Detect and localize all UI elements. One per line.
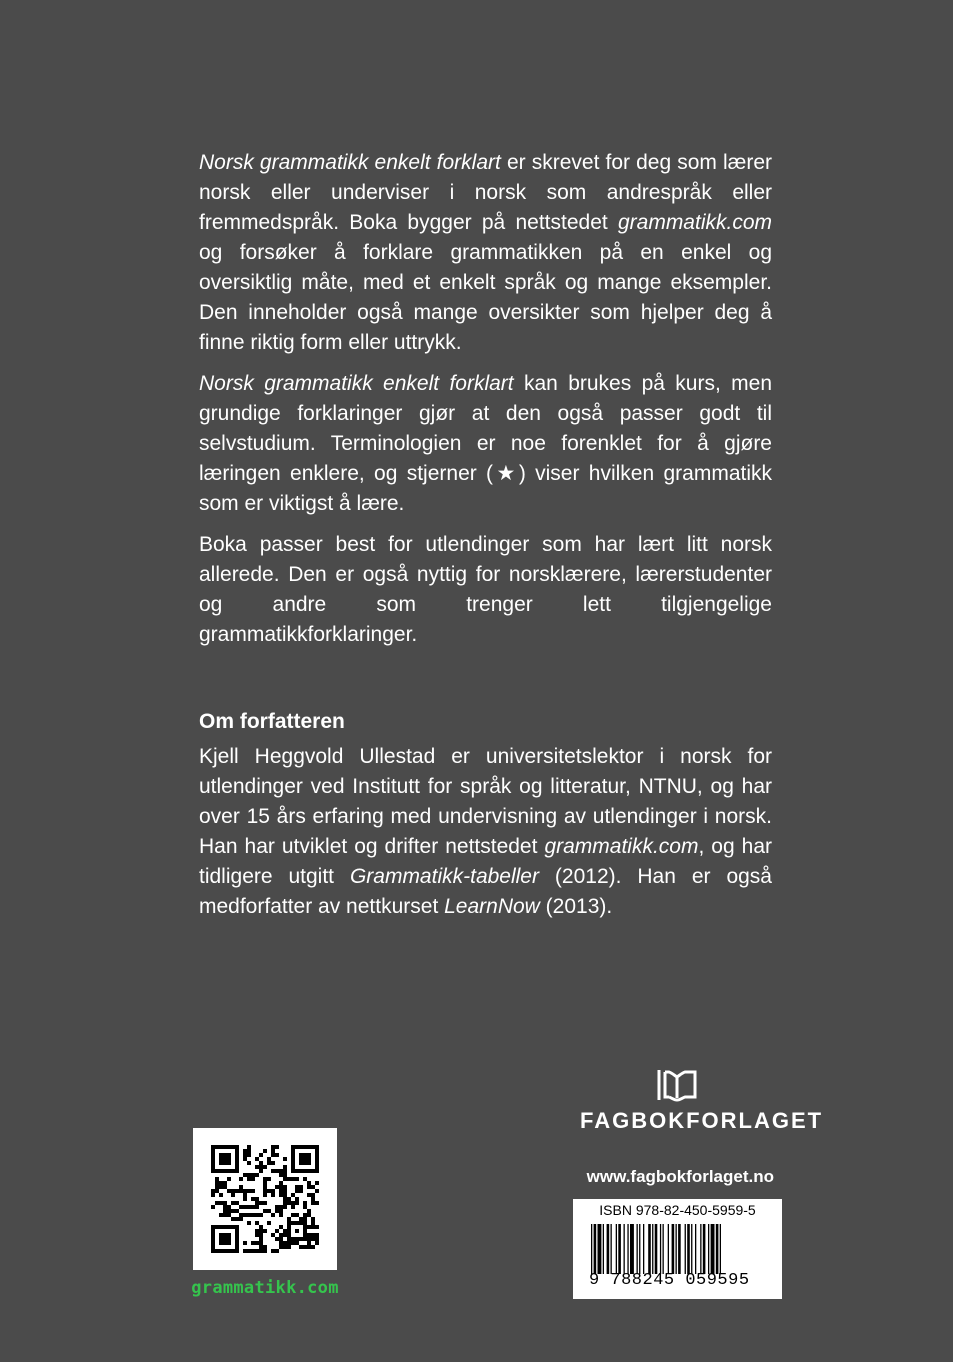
qr-module bbox=[243, 1241, 247, 1245]
qr-module bbox=[239, 1189, 243, 1193]
qr-module bbox=[239, 1217, 243, 1221]
qr-module bbox=[287, 1217, 291, 1221]
qr-module bbox=[211, 1205, 215, 1209]
qr-module bbox=[311, 1201, 315, 1205]
qr-module bbox=[259, 1241, 263, 1245]
qr-module bbox=[287, 1241, 291, 1245]
qr-module bbox=[283, 1197, 287, 1201]
qr-module bbox=[227, 1209, 231, 1213]
qr-module bbox=[219, 1213, 223, 1217]
qr-module bbox=[251, 1241, 255, 1245]
barcode-bar bbox=[618, 1224, 621, 1274]
qr-module bbox=[251, 1189, 255, 1193]
qr-module bbox=[299, 1185, 303, 1189]
blurb-paragraph-3: Boka passer best for utlendinger som har lært litt norsk allerede. Den er også nyttig for norsklærere, lærerstudenter og andre som trenger lett tilgjengelige grammatikkforklaringer. bbox=[199, 533, 772, 646]
qr-module bbox=[239, 1185, 243, 1189]
qr-module bbox=[279, 1241, 283, 1245]
qr-module bbox=[247, 1145, 251, 1149]
qr-module bbox=[275, 1153, 279, 1157]
qr-module bbox=[283, 1229, 287, 1233]
barcode-bar bbox=[637, 1224, 638, 1274]
qr-module bbox=[307, 1181, 311, 1185]
qr-module bbox=[271, 1213, 275, 1217]
qr-module bbox=[255, 1229, 259, 1233]
qr-module bbox=[303, 1205, 307, 1209]
qr-module bbox=[291, 1193, 295, 1197]
barcode-bar bbox=[695, 1224, 696, 1274]
qr-module bbox=[251, 1177, 255, 1181]
qr-module bbox=[255, 1173, 259, 1177]
qr-module bbox=[243, 1149, 247, 1153]
qr-module bbox=[283, 1157, 287, 1161]
qr-module bbox=[263, 1177, 267, 1181]
publisher-logo bbox=[580, 1068, 824, 1134]
qr-module bbox=[267, 1221, 271, 1225]
qr-module bbox=[219, 1153, 231, 1165]
qr-module bbox=[315, 1225, 319, 1229]
barcode-bar bbox=[708, 1224, 709, 1274]
qr-module bbox=[299, 1217, 303, 1221]
isbn-barcode bbox=[573, 1199, 782, 1299]
qr-module bbox=[315, 1181, 319, 1185]
qr-module bbox=[259, 1225, 263, 1229]
qr-module bbox=[291, 1177, 295, 1181]
qr-module bbox=[259, 1229, 263, 1233]
qr-module bbox=[239, 1177, 243, 1181]
qr-module bbox=[311, 1193, 315, 1197]
qr-module bbox=[263, 1189, 267, 1193]
qr-module bbox=[263, 1165, 267, 1169]
qr-module bbox=[295, 1189, 299, 1193]
qr-module bbox=[271, 1161, 275, 1165]
qr-module bbox=[295, 1177, 299, 1181]
qr-module bbox=[311, 1197, 315, 1201]
qr-module bbox=[219, 1233, 231, 1245]
qr-module bbox=[279, 1245, 283, 1249]
qr-module bbox=[279, 1181, 283, 1185]
qr-module bbox=[283, 1185, 287, 1189]
qr-module bbox=[255, 1241, 259, 1245]
qr-module bbox=[235, 1201, 239, 1205]
qr-module bbox=[223, 1181, 227, 1185]
qr-module bbox=[239, 1213, 243, 1217]
qr-module bbox=[231, 1217, 235, 1221]
qr-module bbox=[307, 1193, 311, 1197]
qr-module bbox=[227, 1205, 231, 1209]
qr-module bbox=[259, 1165, 263, 1169]
barcode-bar bbox=[611, 1224, 612, 1274]
barcode-bar bbox=[607, 1224, 610, 1274]
qr-module bbox=[275, 1145, 279, 1149]
about-author-text: Kjell Heggvold Ullestad er universitetslektor i norsk for utlendinger ved Institutt for språk og litteratur, NTNU, og har over 15 års erfaring med undervisning av utlendinger i norsk. Han har utviklet og drifter nettstedet grammatikk.com, og har tidligere utgitt Grammatikk-tabeller (2012). Han er også medforfatter av nettkurset LearnNow (2013). bbox=[199, 745, 773, 918]
qr-module bbox=[267, 1177, 271, 1181]
qr-module bbox=[247, 1189, 251, 1193]
qr-module bbox=[291, 1205, 295, 1209]
qr-module bbox=[307, 1213, 311, 1217]
qr-module bbox=[247, 1153, 251, 1157]
book-title: Norsk grammatikk enkelt forklart bbox=[199, 372, 514, 395]
qr-module bbox=[271, 1145, 275, 1149]
qr-module bbox=[231, 1201, 235, 1205]
website-name: grammatikk.com bbox=[617, 211, 772, 234]
qr-module bbox=[279, 1189, 283, 1193]
qr-module bbox=[247, 1173, 251, 1177]
qr-module bbox=[299, 1153, 311, 1165]
qr-module bbox=[295, 1229, 299, 1233]
isbn-label: ISBN 978-82-450-5959-5 bbox=[599, 1202, 756, 1218]
qr-module bbox=[247, 1205, 251, 1209]
qr-module bbox=[275, 1229, 279, 1233]
qr-module bbox=[223, 1201, 227, 1205]
qr-module bbox=[259, 1213, 263, 1217]
qr-module bbox=[259, 1153, 263, 1157]
qr-module bbox=[243, 1153, 247, 1157]
qr-module bbox=[223, 1185, 227, 1189]
qr-module bbox=[215, 1201, 219, 1205]
qr-module bbox=[235, 1189, 239, 1193]
barcode-bar bbox=[668, 1224, 669, 1274]
qr-module bbox=[231, 1193, 235, 1197]
qr-module bbox=[263, 1185, 267, 1189]
barcode-bar bbox=[639, 1224, 640, 1274]
qr-module bbox=[223, 1213, 227, 1217]
qr-module bbox=[307, 1237, 311, 1241]
barcode-bar bbox=[598, 1224, 602, 1274]
qr-module bbox=[255, 1197, 259, 1201]
qr-module bbox=[307, 1185, 311, 1189]
qr-module bbox=[259, 1245, 263, 1249]
qr-module bbox=[311, 1233, 315, 1237]
qr-module bbox=[243, 1173, 247, 1177]
qr-module bbox=[271, 1233, 275, 1237]
ean-digits: 9 788245 059595 bbox=[589, 1271, 750, 1290]
qr-module bbox=[235, 1209, 239, 1213]
qr-module bbox=[315, 1189, 319, 1193]
barcode-bars bbox=[591, 1224, 771, 1274]
qr-module bbox=[307, 1209, 311, 1213]
qr-module bbox=[311, 1245, 315, 1249]
qr-module bbox=[271, 1189, 275, 1193]
qr-module bbox=[259, 1249, 263, 1253]
qr-module bbox=[223, 1205, 227, 1209]
qr-module bbox=[283, 1193, 287, 1197]
barcode-bar bbox=[703, 1224, 706, 1274]
qr-module bbox=[279, 1205, 283, 1209]
qr-module bbox=[275, 1209, 279, 1213]
qr-module bbox=[271, 1249, 275, 1253]
qr-module bbox=[307, 1225, 311, 1229]
blurb-paragraph-2: Norsk grammatikk enkelt forklart kan brukes på kurs, men grundige forklaringer gjør at den også passer godt til selvstudium. Terminologien er noe forenklet for å gjøre læringen enklere, og stjerner (★) viser hvilken grammatikk som er viktigst å lære. bbox=[199, 372, 773, 515]
qr-module bbox=[283, 1201, 287, 1205]
qr-module bbox=[283, 1241, 287, 1245]
qr-module bbox=[263, 1245, 267, 1249]
qr-module bbox=[255, 1205, 259, 1209]
qr-module bbox=[315, 1241, 319, 1245]
qr-module bbox=[279, 1193, 283, 1197]
barcode-bar bbox=[691, 1224, 692, 1274]
qr-module bbox=[295, 1213, 299, 1217]
barcode-bar bbox=[652, 1224, 653, 1274]
qr-module bbox=[215, 1181, 219, 1185]
qr-module bbox=[295, 1241, 299, 1245]
qr-module bbox=[243, 1157, 247, 1161]
qr-module bbox=[303, 1177, 307, 1181]
qr-module bbox=[215, 1189, 219, 1193]
book-icon bbox=[656, 1068, 698, 1102]
qr-code-image bbox=[211, 1145, 319, 1253]
qr-module bbox=[279, 1173, 283, 1177]
qr-module bbox=[263, 1193, 267, 1197]
qr-module bbox=[231, 1189, 235, 1193]
qr-module bbox=[275, 1249, 279, 1253]
qr-module bbox=[295, 1185, 299, 1189]
qr-module bbox=[271, 1193, 275, 1197]
qr-module bbox=[299, 1189, 303, 1193]
qr-code bbox=[193, 1128, 337, 1270]
qr-module bbox=[259, 1233, 263, 1237]
barcode-bar bbox=[655, 1224, 658, 1274]
qr-module bbox=[279, 1237, 283, 1241]
qr-module bbox=[255, 1201, 259, 1205]
back-cover-blurb bbox=[199, 148, 772, 661]
qr-module bbox=[259, 1169, 263, 1173]
qr-module bbox=[279, 1213, 283, 1217]
blurb-paragraph-1: Norsk grammatikk enkelt forklart er skrevet for deg som lærer norsk eller underviser i norsk som andrespråk eller fremmedspråk. Boka bygger på nettstedet grammatikk.com og forsøker å forklare grammatikken på en enkel og oversiktlig måte, med et enkelt språk og mange eksempler. Den inneholder også mange oversikter som hjelper deg å finne riktig form eller uttrykk. bbox=[199, 151, 772, 354]
qr-module bbox=[227, 1177, 231, 1181]
qr-module bbox=[283, 1169, 287, 1173]
qr-module bbox=[303, 1213, 307, 1217]
qr-module bbox=[283, 1245, 287, 1249]
barcode-bar bbox=[676, 1224, 677, 1274]
qr-module bbox=[227, 1189, 231, 1193]
qr-module bbox=[247, 1149, 251, 1153]
qr-module bbox=[227, 1213, 231, 1217]
qr-module bbox=[263, 1209, 267, 1213]
qr-module bbox=[311, 1221, 315, 1225]
qr-module bbox=[251, 1197, 255, 1201]
qr-module bbox=[283, 1233, 287, 1237]
qr-module bbox=[219, 1193, 223, 1197]
qr-module bbox=[315, 1237, 319, 1241]
qr-module bbox=[295, 1201, 299, 1205]
barcode-bar bbox=[643, 1224, 644, 1274]
qr-module bbox=[307, 1233, 311, 1237]
qr-module bbox=[291, 1201, 295, 1205]
qr-module bbox=[235, 1217, 239, 1221]
qr-module bbox=[279, 1169, 283, 1173]
qr-module bbox=[283, 1189, 287, 1193]
qr-module bbox=[247, 1177, 251, 1181]
barcode-bar bbox=[685, 1224, 686, 1274]
qr-module bbox=[291, 1213, 295, 1217]
qr-module bbox=[307, 1245, 311, 1249]
barcode-bar bbox=[591, 1224, 592, 1274]
barcode-bar bbox=[660, 1224, 661, 1274]
qr-module bbox=[315, 1233, 319, 1237]
barcode-bar bbox=[672, 1224, 675, 1274]
qr-module bbox=[275, 1169, 279, 1173]
qr-module bbox=[287, 1197, 291, 1201]
qr-module bbox=[263, 1181, 267, 1185]
qr-module bbox=[255, 1213, 259, 1217]
qr-module bbox=[219, 1185, 223, 1189]
qr-module bbox=[211, 1193, 215, 1197]
qr-module bbox=[223, 1209, 227, 1213]
qr-module bbox=[239, 1205, 243, 1209]
qr-module bbox=[295, 1197, 299, 1201]
qr-module bbox=[283, 1205, 287, 1209]
qr-module bbox=[243, 1205, 247, 1209]
qr-module bbox=[279, 1209, 283, 1213]
qr-module bbox=[271, 1169, 275, 1173]
qr-module bbox=[251, 1173, 255, 1177]
barcode-bar bbox=[700, 1224, 701, 1274]
qr-module bbox=[267, 1209, 271, 1213]
qr-module bbox=[251, 1213, 255, 1217]
barcode-bar bbox=[720, 1224, 721, 1274]
qr-module bbox=[255, 1249, 259, 1253]
qr-module bbox=[271, 1149, 275, 1153]
qr-module bbox=[311, 1217, 315, 1221]
qr-module bbox=[263, 1249, 267, 1253]
qr-module bbox=[311, 1185, 315, 1189]
barcode-bar bbox=[630, 1224, 634, 1274]
qr-module bbox=[311, 1237, 315, 1241]
qr-module bbox=[243, 1193, 247, 1197]
qr-module bbox=[299, 1245, 303, 1249]
about-author-heading: Om forfatteren bbox=[199, 710, 345, 733]
qr-module bbox=[291, 1241, 295, 1245]
qr-module bbox=[259, 1237, 263, 1241]
qr-module bbox=[307, 1241, 311, 1245]
barcode-bar bbox=[616, 1224, 617, 1274]
qr-module bbox=[271, 1153, 275, 1157]
qr-module bbox=[219, 1201, 223, 1205]
qr-module bbox=[247, 1221, 251, 1225]
qr-module bbox=[247, 1161, 251, 1165]
qr-module bbox=[231, 1209, 235, 1213]
publisher-website: www.fagbokforlaget.no bbox=[586, 1167, 774, 1186]
qr-module bbox=[259, 1201, 263, 1205]
qr-module bbox=[211, 1189, 215, 1193]
qr-module bbox=[255, 1221, 259, 1225]
qr-caption: grammatikk.com bbox=[191, 1278, 339, 1298]
qr-module bbox=[263, 1229, 267, 1233]
qr-module bbox=[279, 1233, 283, 1237]
barcode-bar bbox=[687, 1224, 690, 1274]
barcode-bar bbox=[603, 1224, 604, 1274]
qr-module bbox=[263, 1201, 267, 1205]
qr-module bbox=[263, 1149, 267, 1153]
qr-module bbox=[283, 1165, 287, 1169]
qr-module bbox=[251, 1205, 255, 1209]
qr-module bbox=[303, 1217, 307, 1221]
qr-module bbox=[287, 1201, 291, 1205]
qr-module bbox=[275, 1205, 279, 1209]
qr-module bbox=[247, 1213, 251, 1217]
qr-module bbox=[215, 1177, 219, 1181]
publisher-name: FAGBOKFORLAGET bbox=[580, 1108, 824, 1133]
qr-module bbox=[267, 1157, 271, 1161]
qr-module bbox=[283, 1173, 287, 1177]
qr-module bbox=[279, 1185, 283, 1189]
barcode-bar bbox=[711, 1224, 715, 1274]
qr-module bbox=[259, 1161, 263, 1165]
barcode-bar bbox=[594, 1224, 597, 1274]
qr-module bbox=[215, 1185, 219, 1189]
qr-module bbox=[243, 1197, 247, 1201]
barcode-bar bbox=[716, 1224, 719, 1274]
qr-module bbox=[275, 1237, 279, 1241]
qr-module bbox=[311, 1225, 315, 1229]
qr-module bbox=[279, 1225, 283, 1229]
qr-module bbox=[303, 1245, 307, 1249]
qr-module bbox=[243, 1213, 247, 1217]
barcode-bar bbox=[627, 1224, 628, 1274]
qr-module bbox=[287, 1245, 291, 1249]
qr-module bbox=[255, 1165, 259, 1169]
qr-module bbox=[315, 1201, 319, 1205]
qr-module bbox=[287, 1177, 291, 1181]
qr-module bbox=[303, 1201, 307, 1205]
barcode-bar bbox=[624, 1224, 625, 1274]
qr-module bbox=[243, 1249, 247, 1253]
qr-module bbox=[267, 1161, 271, 1165]
qr-module bbox=[267, 1189, 271, 1193]
qr-module bbox=[243, 1189, 247, 1193]
qr-module bbox=[251, 1249, 255, 1253]
qr-module bbox=[247, 1249, 251, 1253]
barcode-bar bbox=[648, 1224, 651, 1274]
book-title: Norsk grammatikk enkelt forklart bbox=[199, 151, 501, 174]
qr-module bbox=[255, 1233, 259, 1237]
barcode-bar bbox=[678, 1224, 681, 1274]
qr-module bbox=[255, 1157, 259, 1161]
qr-module bbox=[219, 1181, 223, 1185]
qr-module bbox=[275, 1185, 279, 1189]
barcode-bar bbox=[663, 1224, 664, 1274]
qr-module bbox=[283, 1177, 287, 1181]
